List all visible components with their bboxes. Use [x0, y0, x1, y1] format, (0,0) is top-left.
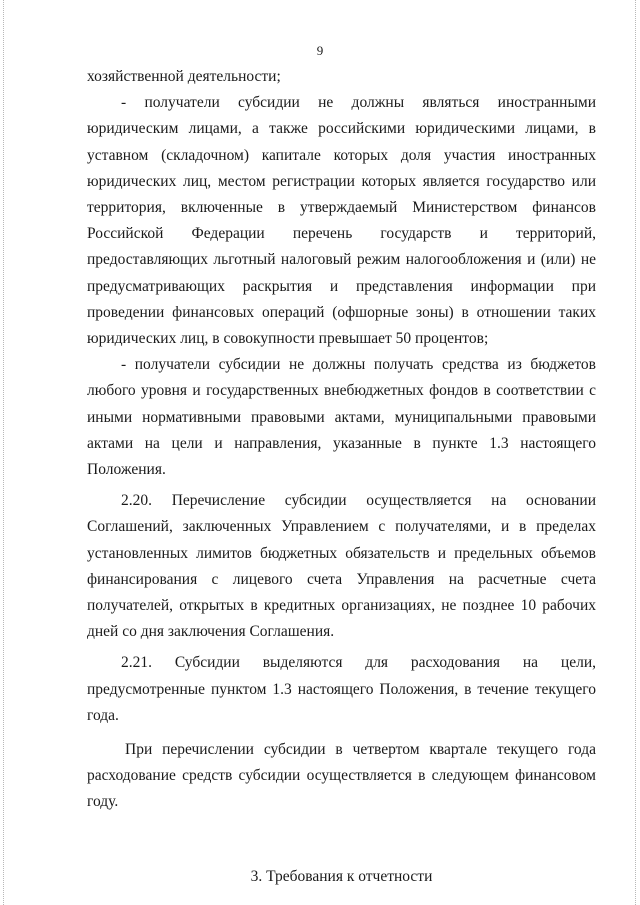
document-body [87, 64, 596, 890]
paragraph-foreign-entities: - получатели субсидии не должны являться иностранными юридическим лицами, а также российскими юридическими лицами, в уставном (складочном) капитале которых доля участия иностранных юридических лиц, местом регистрации которых является государство или территория, включенные в утверждаемый Министерством финансов Российской Федерации перечень государств и территорий, предоставляющих льготный налоговый режим налогообложения и (или) не предусматривающих раскрытия и представления информации при проведении финансовых операций (офшорные зоны) в отношении таких юридических лиц, в совокупности превышает 50 процентов; [87, 94, 596, 348]
paragraph-fourth-quarter: При перечислении субсидии в четвертом квартале текущего года расходование средств субсидии осуществляется в следующем финансовом году. [87, 741, 596, 811]
paragraph-2-21: 2.21. Субсидии выделяются для расходования на цели, предусмотренные пунктом 1.3 настоящего Положения, в течение текущего года. [87, 654, 596, 724]
section-heading: 3. Требования к отчетности [250, 867, 433, 885]
page-number: 9 [316, 43, 324, 58]
paragraph-budget-funds: - получатели субсидии не должны получать средства из бюджетов любого уровня и государственных внебюджетных фондов в соответствии с иными нормативными правовыми актами, муниципальными правовыми актами на цели и направления, указанные в пункте 1.3 настоящего Положения. [87, 356, 596, 479]
page-left-edge [3, 0, 5, 905]
paragraph-continuation: хозяйственной деятельности; [87, 68, 281, 85]
page-right-edge [635, 0, 637, 905]
paragraph-2-20: 2.20. Перечисление субсидии осуществляется на основании Соглашений, заключенных Управлением с получателями, и в пределах установленных лимитов бюджетных обязательств и предельных объемов финансирования с лицевого счета Управления на расчетные счета получателей, открытых в кредитных организациях, не позднее 10 рабочих дней со дня заключения Соглашения. [87, 492, 596, 641]
